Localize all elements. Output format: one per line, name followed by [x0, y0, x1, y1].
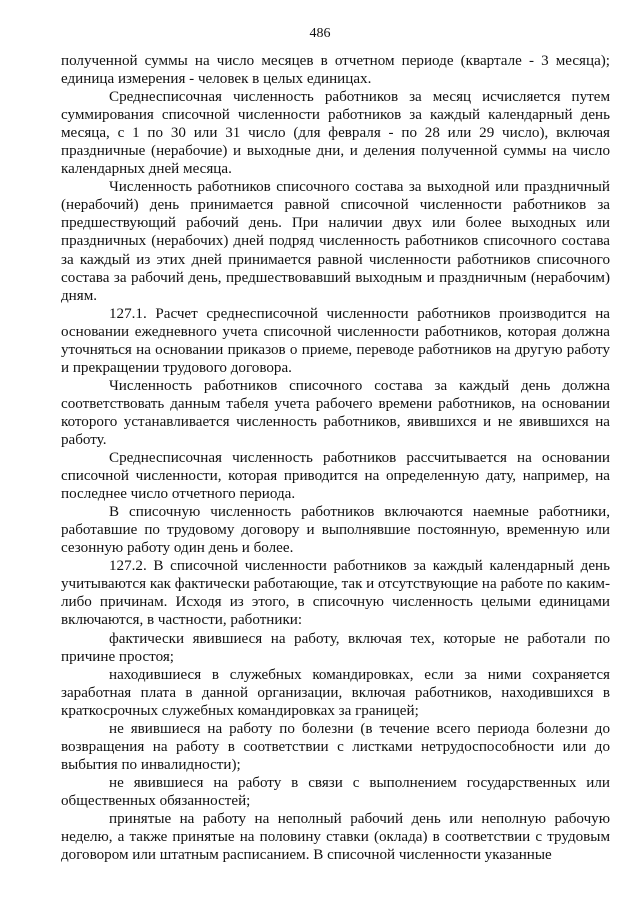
paragraph: Среднесписочная численность работников рассчитывается на основании списочной численности, которая приводится на определенную дату, например, на последнее число отчетного периода.	[61, 450, 610, 503]
paragraph: не явившиеся на работу в связи с выполнением государственных или общественных обязанностей;	[61, 774, 610, 809]
paragraph: Численность работников списочного состава за выходной или праздничный (нерабочий) день принимается равной списочной численности работников за предшествующий рабочий день. При наличии двух или более выходных или праздничных (нерабочих) дней подряд численность работников списочного состава за каждый из этих дней принимается равной численности работников списочного состава за рабочий день, предшествовавший выходным и праздничным (нерабочим) дням.	[61, 179, 610, 304]
paragraph: не явившиеся на работу по болезни (в течение всего периода болезни до возвращения на работу в соответствии с листками нетрудоспособности или до выбытия по инвалидности);	[61, 720, 610, 773]
paragraph: Численность работников списочного состава за каждый день должна соответствовать данным табеля учета рабочего времени работников, на основании которого устанавливается численность работников, явившихся и не явившихся на работу.	[61, 377, 610, 448]
document-body	[61, 52, 610, 864]
page-number: 486	[309, 26, 331, 41]
paragraph: фактически явившиеся на работу, включая тех, которые не работали по причине простоя;	[61, 630, 610, 665]
paragraph: В списочную численность работников включаются наемные работники, работавшие по трудовому договору и выполнявшие постоянную, временную или сезонную работу один день и более.	[61, 504, 610, 557]
paragraph: полученной суммы на число месяцев в отчетном периоде (квартале - 3 месяца); единица измерения - человек в целых единицах.	[61, 53, 610, 88]
paragraph: 127.1. Расчет среднесписочной численности работников производится на основании ежедневного учета списочной численности работников, которая должна уточняться на основании приказов о приеме, переводе работников на другую работу и прекращении трудового договора.	[61, 305, 610, 376]
paragraph: принятые на работу на неполный рабочий день или неполную рабочую неделю, а также принятые на половину ставки (оклада) в соответствии с трудовым договором или штатным расписанием. В списочной численности указанные	[61, 810, 610, 864]
paragraph: находившиеся в служебных командировках, если за ними сохраняется заработная плата в данной организации, включая работников, находившихся в краткосрочных служебных командировках за границей;	[61, 666, 610, 719]
paragraph: 127.2. В списочной численности работников за каждый календарный день учитываются как фактически работающие, так и отсутствующие на работе по каким-либо причинам. Исходя из этого, в списочную численность целыми единицами включаются, в частности, работники:	[61, 558, 610, 629]
paragraph: Среднесписочная численность работников за месяц исчисляется путем суммирования списочной численности работников за каждый календарный день месяца, с 1 по 30 или 31 число (для февраля - по 28 или 29 число), включая праздничные (нерабочие) и выходные дни, и деления полученной суммы на число календарных дней месяца.	[61, 89, 610, 178]
